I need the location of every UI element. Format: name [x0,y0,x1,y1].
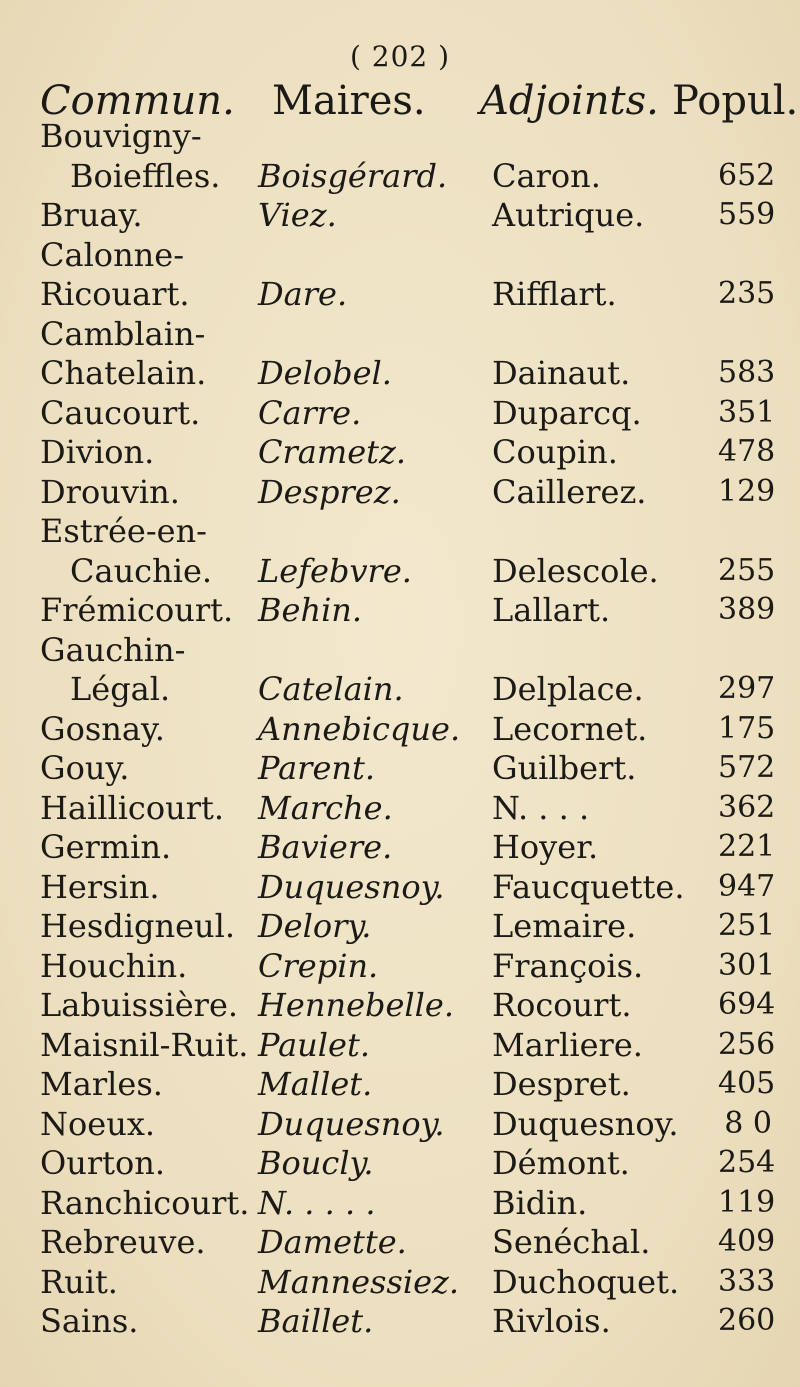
population-cell: 405 [718,1066,776,1101]
table-row [0,472,800,512]
commune-cell: Gouy. [40,749,130,787]
commune-cell: Maisnil-Ruit. [40,1025,249,1064]
table-row [0,1104,800,1144]
maire-cell: Crametz. [258,433,407,471]
adjoint-cell: Rocourt. [492,986,632,1024]
population-cell: 572 [718,750,776,785]
commune-cell: Marles. [40,1065,163,1103]
adjoint-cell: Autrique. [492,196,645,234]
table-row [0,116,800,156]
adjoint-cell: N. . . . [492,788,590,827]
table-row [0,788,800,828]
population-cell: 694 [718,987,776,1022]
adjoint-cell: Coupin. [492,433,618,471]
commune-cell: Bruay. [40,196,143,234]
commune-cell: Bouvigny- [40,117,202,155]
maire-cell: Desprez. [258,472,401,511]
header-popul: Popul. [672,78,799,124]
population-cell: 351 [718,394,776,430]
commune-cell: Légal. [70,670,171,708]
commune-cell: Camblain- [40,314,206,353]
maire-cell: Boisgérard. [258,156,448,195]
table-row [0,235,800,275]
maire-cell: Delobel. [258,354,392,392]
table-row [0,1143,800,1183]
maire-cell: N. . . . . [258,1183,376,1222]
maire-cell: Parent. [258,749,376,787]
population-cell: 297 [718,671,776,706]
maire-cell: Dare. [258,275,348,313]
population-cell: 260 [718,1303,776,1338]
page-number: ( 202 ) [349,40,451,73]
commune-cell: Drouvin. [40,472,180,511]
commune-table [0,116,800,1341]
table-row [0,1262,800,1302]
maire-cell: Damette. [258,1223,407,1261]
commune-cell: Rebreuve. [40,1223,206,1261]
commune-cell: Caucourt. [40,393,201,432]
table-row [0,590,800,630]
population-cell: 129 [718,473,776,509]
table-row [0,748,800,788]
adjoint-cell: Lecornet. [492,709,648,748]
adjoint-cell: Dainaut. [492,354,631,392]
maire-cell: Mallet. [258,1065,373,1103]
maire-cell: Duquesnoy. [258,867,445,906]
adjoint-cell: Delplace. [492,670,644,708]
commune-cell: Ourton. [40,1144,166,1182]
population-cell: 255 [718,552,776,588]
adjoint-cell: Duchoquet. [492,1262,680,1301]
table-row [0,393,800,433]
population-cell: 559 [718,197,776,232]
commune-cell: Boieffles. [70,156,221,195]
table-row [0,946,800,986]
table-row [0,1064,800,1104]
table-row [0,195,800,235]
adjoint-cell: Delescole. [492,551,659,590]
maire-cell: Baillet. [258,1302,374,1340]
commune-cell: Hesdigneul. [40,907,236,945]
population-cell: 8 0 [724,1105,772,1141]
population-cell: 254 [718,1145,776,1180]
adjoint-cell: Duquesnoy. [492,1104,679,1143]
maire-cell: Crepin. [258,946,379,985]
commune-cell: Gauchin- [40,630,186,669]
commune-cell: Labuissière. [40,986,239,1024]
commune-cell: Gosnay. [40,709,165,748]
adjoint-cell: Duparcq. [492,393,642,432]
population-cell: 947 [718,868,776,904]
table-row [0,709,800,749]
adjoint-cell: Caron. [492,156,601,195]
population-cell: 221 [718,829,776,864]
table-row [0,669,800,709]
header-commune: Commun. [40,78,235,124]
maire-cell: Behin. [258,591,363,629]
population-cell: 389 [718,592,776,627]
population-cell: 333 [718,1263,776,1299]
adjoint-cell: Despret. [492,1065,631,1103]
population-cell: 119 [718,1184,776,1220]
commune-cell: Calonne- [40,235,185,274]
adjoint-cell: Rivlois. [492,1302,611,1340]
maire-cell: Mannessiez. [258,1262,460,1301]
table-row [0,353,800,393]
header-maire: Maires. [272,78,426,124]
header-adjoint: Adjoints. [480,78,659,124]
table-row [0,985,800,1025]
adjoint-cell: Bidin. [492,1183,588,1222]
adjoint-cell: Senéchal. [492,1223,651,1261]
commune-cell: Frémicourt. [40,591,234,629]
population-cell: 478 [718,434,776,469]
table-row [0,867,800,907]
maire-cell: Boucly. [258,1144,374,1182]
commune-cell: Chatelain. [40,354,207,392]
maire-cell: Paulet. [258,1025,370,1064]
adjoint-cell: Guilbert. [492,749,637,787]
table-row [0,156,800,196]
adjoint-cell: Rifflart. [492,275,617,313]
adjoint-cell: Hoyer. [492,828,599,866]
commune-cell: Ruit. [40,1262,118,1301]
table-row [0,1183,800,1223]
table-row [0,1222,800,1262]
maire-cell: Annebicque. [258,709,461,748]
adjoint-cell: Lallart. [492,591,611,629]
population-cell: 362 [718,789,776,825]
table-row [0,630,800,670]
maire-cell: Baviere. [258,828,393,866]
table-row [0,432,800,472]
table-row [0,551,800,591]
commune-cell: Ricouart. [40,275,190,313]
maire-cell: Delory. [258,907,372,945]
population-cell: 409 [718,1224,776,1259]
adjoint-cell: Caillerez. [492,472,647,511]
population-cell: 175 [718,710,776,746]
commune-cell: Estrée-en- [40,512,207,550]
commune-cell: Noeux. [40,1104,156,1143]
population-cell: 256 [718,1026,776,1062]
commune-cell: Sains. [40,1302,139,1340]
commune-cell: Ranchicourt. [40,1183,250,1222]
population-cell: 583 [718,355,776,390]
commune-cell: Germin. [40,828,172,866]
commune-cell: Hersin. [40,867,160,906]
commune-cell: Haillicourt. [40,788,225,827]
population-cell: 235 [718,276,776,311]
commune-cell: Cauchie. [70,551,213,590]
table-row [0,314,800,354]
table-row [0,1301,800,1341]
population-cell: 301 [718,947,776,983]
adjoint-cell: François. [492,946,644,985]
maire-cell: Duquesnoy. [258,1104,445,1143]
table-row [0,906,800,946]
table-row [0,511,800,551]
population-cell: 652 [718,157,776,193]
commune-cell: Houchin. [40,946,188,985]
commune-cell: Divion. [40,433,155,471]
population-cell: 251 [718,908,776,943]
table-row [0,827,800,867]
adjoint-cell: Démont. [492,1144,630,1182]
maire-cell: Viez. [258,196,337,234]
adjoint-cell: Faucquette. [492,867,685,906]
maire-cell: Lefebvre. [258,551,412,590]
table-row [0,1025,800,1065]
maire-cell: Catelain. [258,670,404,708]
maire-cell: Carre. [258,393,362,432]
table-row [0,274,800,314]
maire-cell: Marche. [258,788,393,827]
adjoint-cell: Marliere. [492,1025,643,1064]
maire-cell: Hennebelle. [258,986,454,1024]
adjoint-cell: Lemaire. [492,907,637,945]
